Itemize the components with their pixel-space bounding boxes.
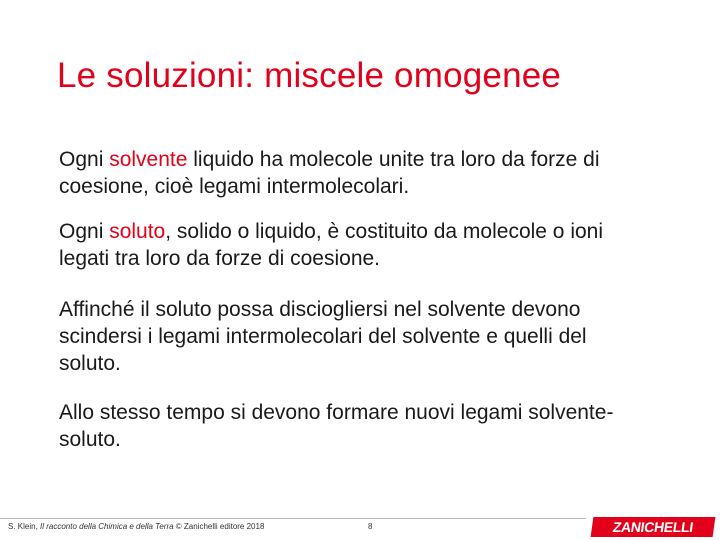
publisher-logo: ZANICHELLI bbox=[591, 517, 716, 537]
citation-book-title: Il racconto della Chimica e della Terra bbox=[40, 522, 174, 531]
citation-publisher: © Zanichelli editore 2018 bbox=[173, 522, 265, 531]
paragraph-text: , solido o liquido, è costituito da molecole o ioni legati tra loro da forze di coesione. bbox=[59, 220, 604, 270]
paragraph-text: liquido ha molecole unite tra loro da forze di coesione, cioè legami intermolecolari. bbox=[59, 148, 600, 198]
paragraph-nuovi-legami: Allo stesso tempo si devono formare nuovi legami solvente-soluto. bbox=[59, 401, 614, 451]
paragraph-text: Ogni bbox=[59, 220, 110, 243]
citation-author: S. Klein, bbox=[8, 522, 41, 531]
paragraph-soluto bbox=[59, 218, 619, 272]
footer-divider bbox=[0, 518, 586, 519]
paragraph-text: Ogni bbox=[59, 148, 110, 171]
highlight-term-soluto: soluto bbox=[109, 220, 166, 243]
footer-citation bbox=[8, 522, 264, 531]
page-number: 8 bbox=[368, 522, 373, 531]
slide-title: Le soluzioni: miscele omogenee bbox=[57, 56, 562, 95]
highlight-term-solvente: solvente bbox=[109, 148, 188, 171]
paragraph-solvente bbox=[59, 146, 619, 200]
paragraph-dissoluzione: Affinché il soluto possa disciogliersi nel solvente devono scindersi i legami intermolecolari del solvente e quelli del soluto. bbox=[59, 298, 587, 375]
